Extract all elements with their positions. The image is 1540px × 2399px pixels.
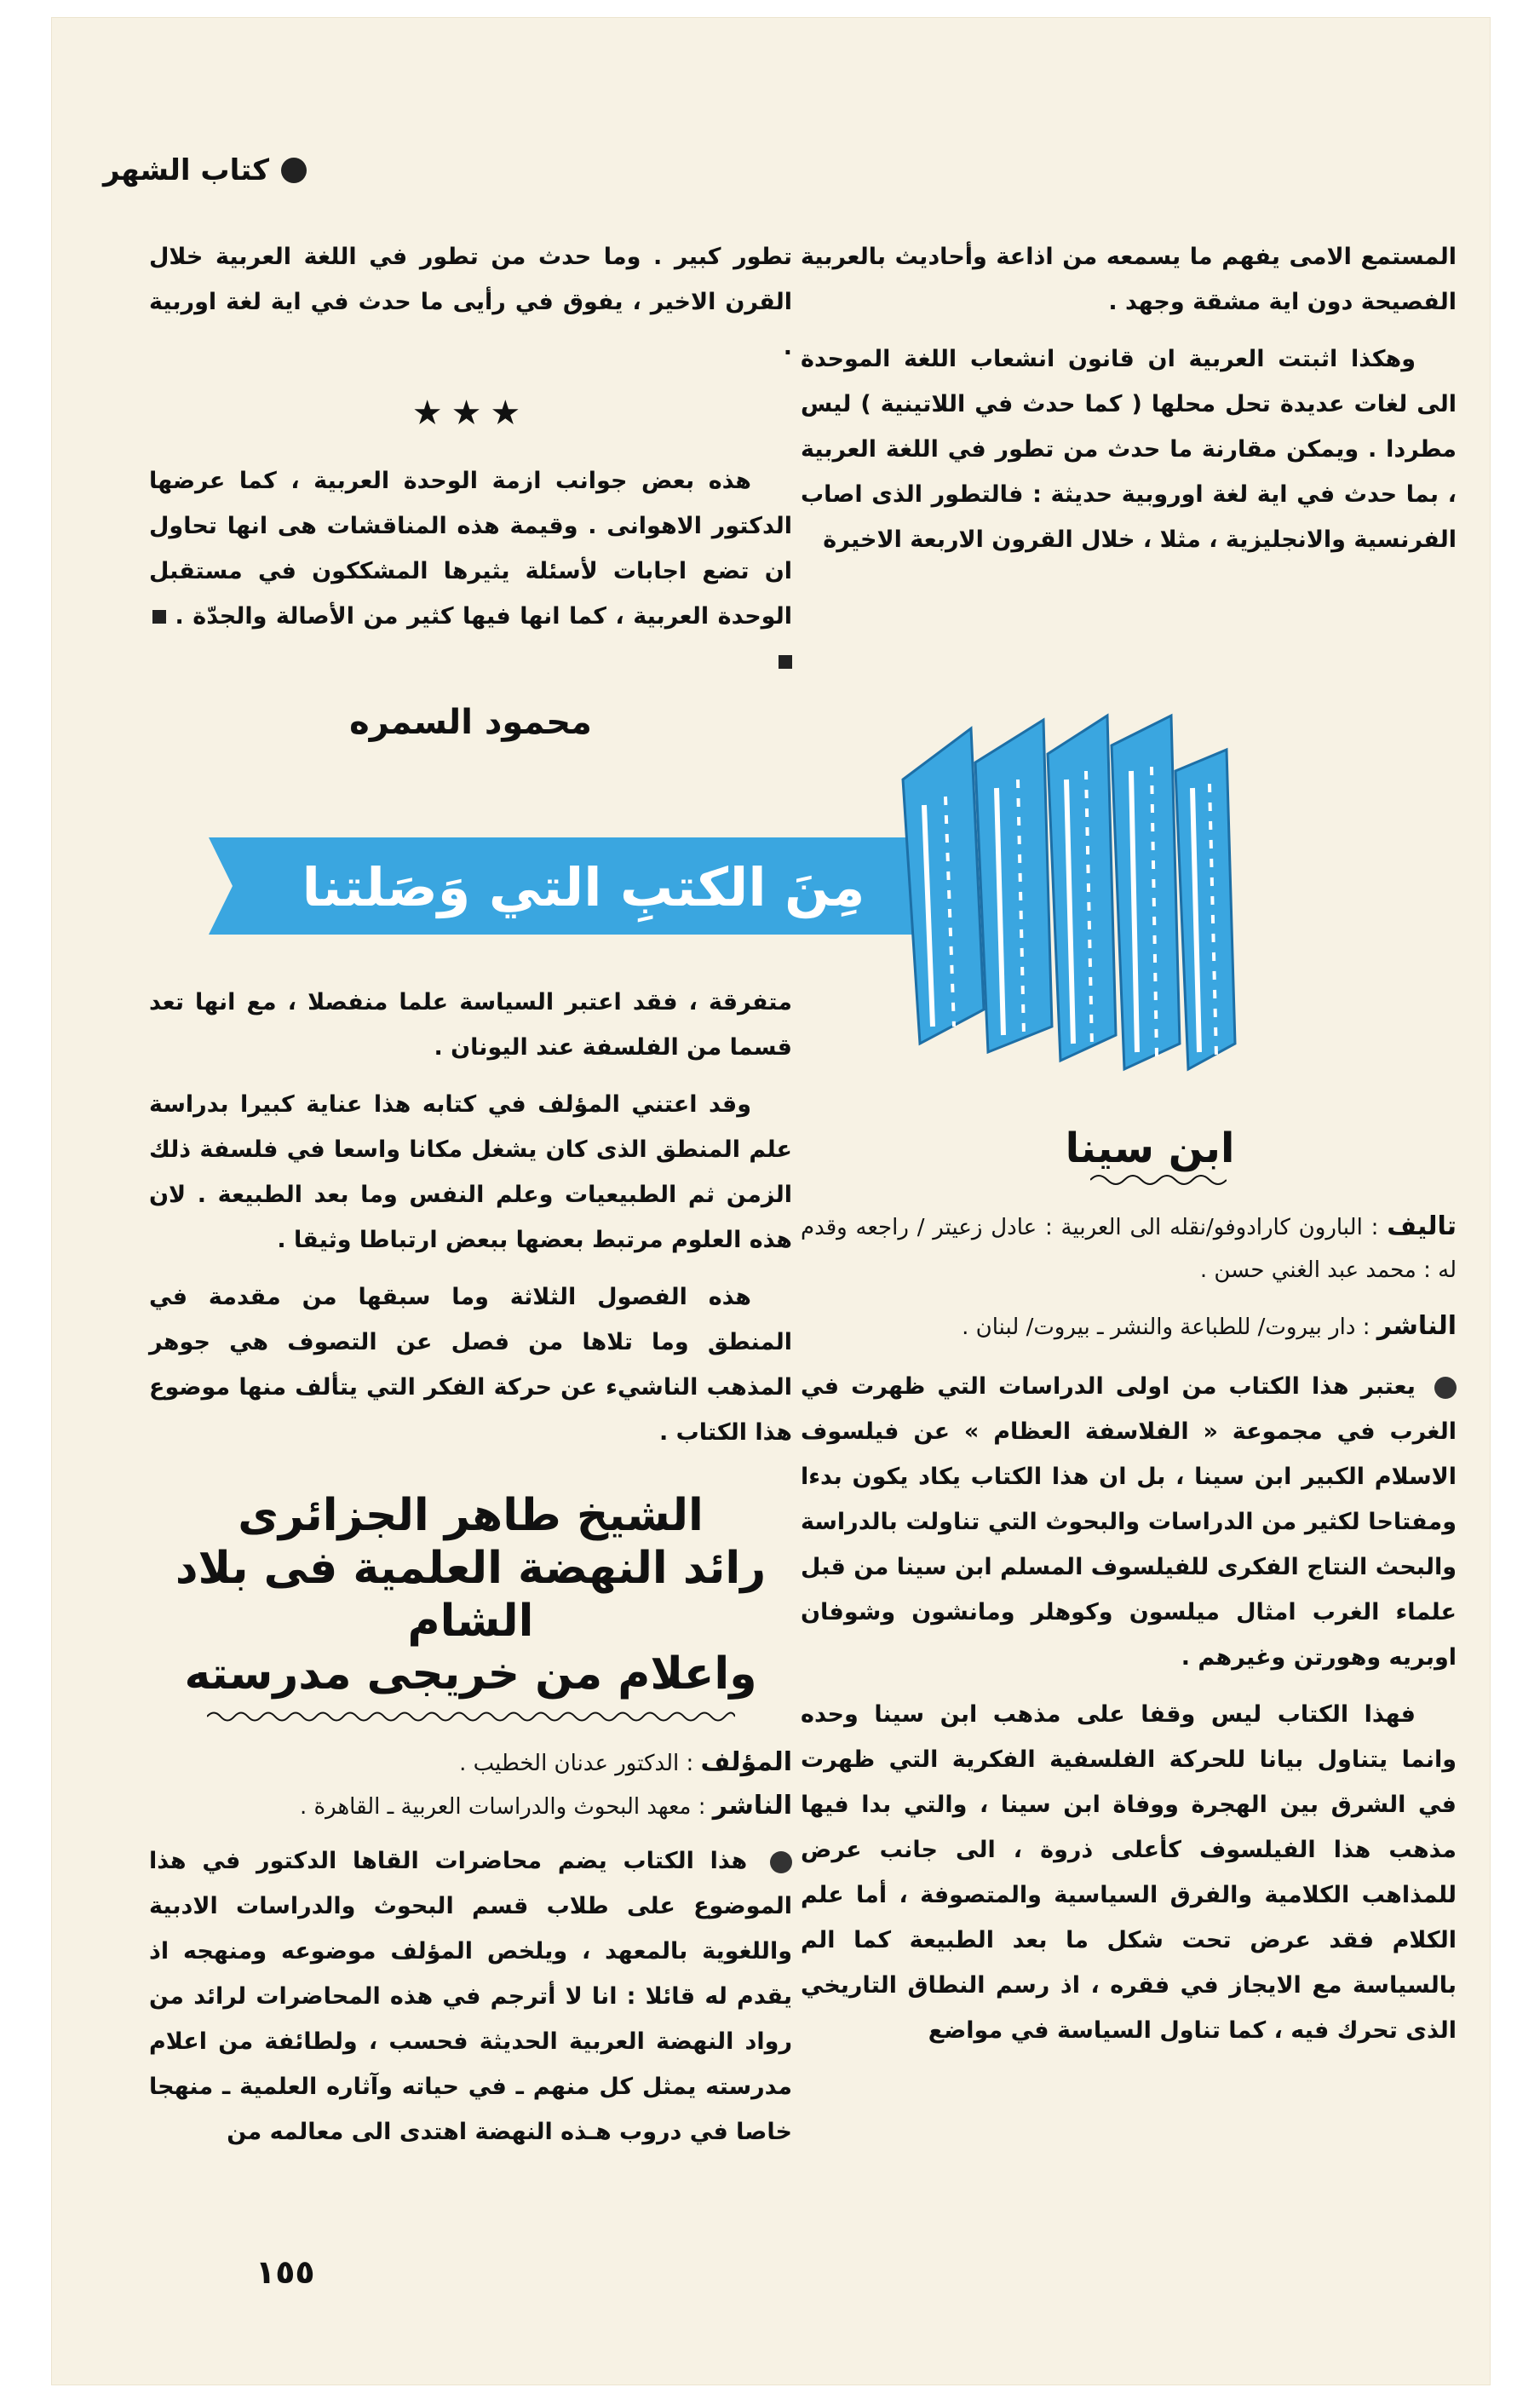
book-author-line	[149, 1741, 792, 1785]
section-label: كتاب الشهر	[102, 153, 269, 187]
end-mark-icon	[779, 655, 792, 669]
book-publisher-line	[801, 1305, 1457, 1349]
paragraph: فهذا الكتاب ليس وقفا على مذهب ابن سينا وحده وانما يتناول بيانا للحركة الفلسفية الفكرية التي ظهرت في الشرق بين الهجرة ووفاة ابن سينا ، والتي بدا فيها مذهب هذا الفيلسوف كأعلى ذروة ، الى جانب عرض للمذاهب الكلامية والفرق السياسية والمتصوفة ، أما علم الكلام فقد عرض تحت شكل ما بعد الطبيعة كما الم بالسياسة مع الايجاز في فقره ، اذ رسم النطاق التاريخي الذى تحرك فيه ، كما تناول السياسة في مواضع	[801, 1701, 1457, 2044]
meta-label: المؤلف	[700, 1747, 792, 1777]
book2-title	[149, 1489, 792, 1700]
books-banner	[209, 822, 958, 950]
paragraph	[149, 458, 792, 684]
title-underline	[1090, 1171, 1227, 1188]
bullet-icon	[281, 158, 307, 183]
banner-title: مِنَ الكتبِ التي وَصَلتنا	[302, 856, 865, 918]
author-signature: محمود السمره	[349, 703, 592, 742]
book-author-line	[801, 1205, 1457, 1292]
magazine-page	[51, 17, 1491, 2385]
paragraph	[149, 1838, 792, 2154]
section-header	[103, 153, 307, 187]
right-column-top	[801, 234, 1457, 562]
title-line: الشيخ طاهر الجزائرى	[238, 1490, 704, 1541]
meta-label: تاليف	[1387, 1211, 1457, 1241]
bullet-icon	[1434, 1377, 1457, 1399]
book-title: ابن سينا	[1065, 1125, 1235, 1172]
paragraph: متفرقة ، فقد اعتبر السياسة علما منفصلا ، مع انها تعد قسما من الفلسفة عند اليونان .	[149, 989, 792, 1061]
paragraph-text: هذا الكتاب يضم محاضرات القاها الدكتور في هذا الموضوع على طلاب قسم البحوث والدراسات الادبية واللغوية بالمعهد ، ويلخص المؤلف موضوعه ومنهجه اذ يقدم له قائلا : انا لا أترجم في هذه المحاضرات لرائد من رواد النهضة العربية الحديثة فحسب ، ولطائفة من اعلام مدرسته يمثل كل منهم ـ في حياته وآثاره العلمية ـ منهجا خاصا في دروب هـذه النهضة اهتدى الى معالمه من	[149, 1848, 792, 2145]
paragraph: تطور كبير . وما حدث من تطور في اللغة العربية خلال القرن الاخير ، يفوق في رأيى ما حدث في اية لغة اوربية .	[149, 244, 792, 360]
bullet-icon	[770, 1851, 792, 1873]
meta-value: : معهد البحوث والدراسات العربية ـ القاهرة .	[299, 1794, 706, 1820]
book-publisher-line	[149, 1785, 792, 1828]
paragraph	[801, 1364, 1457, 1680]
meta-label: الناشر	[712, 1791, 792, 1821]
paragraph: وقد اعتني المؤلف في كتابه هذا عناية كبيرا بدراسة علم المنطق الذى كان يشغل مكانا واسعا في فلسفة ذلك الزمن ثم الطبيعيات وعلم النفس وما بعد الطبيعة . لان هذه العلوم مرتبط بعضها ببعض ارتباطا وثيقا .	[149, 1091, 792, 1253]
paragraph-text: يعتبر هذا الكتاب من اولى الدراسات التي ظهرت في الغرب في مجموعة « الفلاسفة العظام » عن فيلسوف الاسلام الكبير ابن سينا ، بل ان هذا الكتاب يكاد يكون بدءا ومفتاحا لكثير من الدراسات والبحوث التي تناولت بالدراسة والبحث النتاج الفكرى للفيلسوف المسلم ابن سينا من قبل علماء الغرب امثال ميلسون وكوهلر ومانشون وشوفان اوبريه وهورتن وغيرهم .	[801, 1373, 1457, 1671]
meta-value: : دار بيروت/ للطباعة والنشر ـ بيروت/ لبنان .	[962, 1315, 1370, 1340]
left-column-top	[149, 234, 792, 742]
section-divider-stars: ★★★	[411, 394, 530, 433]
paragraph-text: هذه بعض جوانب ازمة الوحدة العربية ، كما عرضها الدكتور الاهوانى . وقيمة هذه المناقشات هى انها تحاول ان تضع اجابات لأسئلة يثيرها المشككون في مستقبل الوحدة العربية ، كما انها فيها كثير من الأصالة والجدّة .	[149, 468, 792, 630]
books-illustration-icon	[886, 669, 1261, 1078]
paragraph: المستمع الامى يفهم ما يسمعه من اذاعة وأحاديث بالعربية الفصيحة دون اية مشقة وجهد .	[801, 244, 1457, 315]
book1-details	[801, 1205, 1457, 2053]
meta-value: : الدكتور عدنان الخطيب .	[459, 1751, 694, 1776]
page-number: ١٥٥	[256, 2253, 315, 2291]
title-line: رائد النهضة العلمية فى بلاد الشام	[175, 1543, 767, 1647]
title-line: واعلام من خريجى مدرسته	[184, 1648, 757, 1700]
meta-label: الناشر	[1376, 1311, 1457, 1341]
left-column-lower	[149, 980, 792, 2154]
title-underline	[207, 1709, 735, 1724]
end-mark-icon	[152, 610, 166, 624]
paragraph: وهكذا اثبتت العربية ان قانون انشعاب اللغة الموحدة الى لغات عديدة تحل محلها ( كما حدث في اللاتينية ) ليس مطردا . ويمكن مقارنة ما حدث من تطور في اللغة العربية ، بما حدث في اية لغة اوروبية حديثة : فالتطور الذى اصاب الفرنسية والانجليزية ، مثلا ، خلال القرون الاربعة الاخيرة	[801, 346, 1457, 553]
meta-value: : البارون كارادوفو/نقله الى العربية : عادل زعيتر / راجعه وقدم له : محمد عبد الغني حسن .	[801, 1215, 1457, 1283]
paragraph: هذه الفصول الثلاثة وما سبقها من مقدمة في المنطق وما تلاها من فصل عن التصوف هي جوهر المذهب الناشيء عن حركة الفكر التي يتألف منها موضوع هذا الكتاب .	[149, 1284, 792, 1446]
